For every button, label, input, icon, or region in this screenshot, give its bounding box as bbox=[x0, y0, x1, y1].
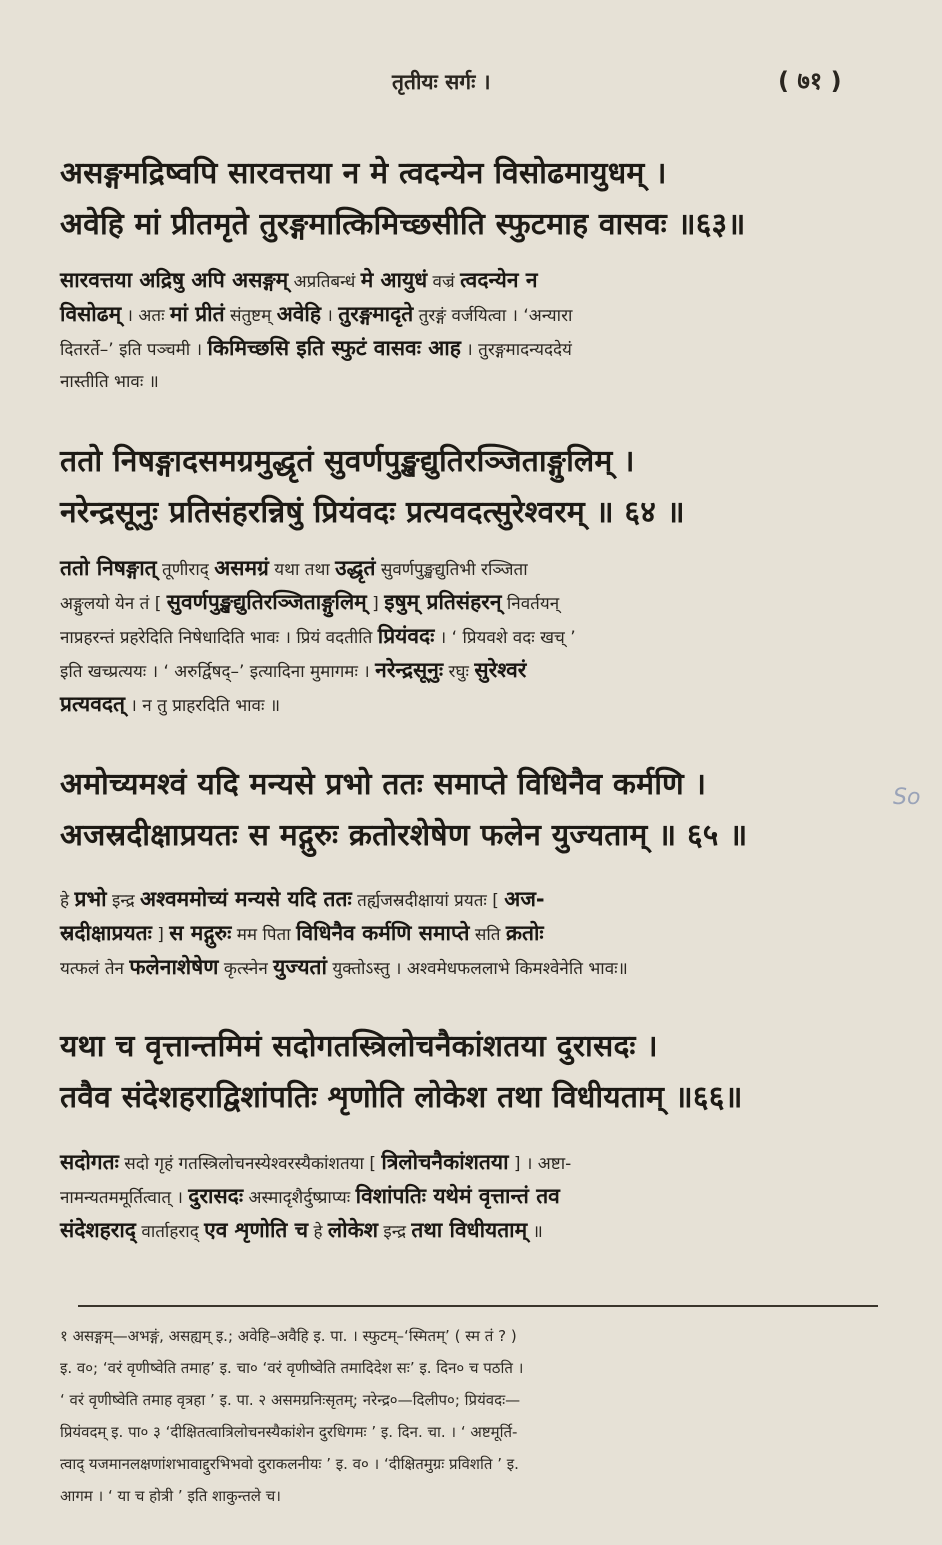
commentary-text: तूणीराद् bbox=[156, 560, 215, 580]
commentary-line bbox=[60, 917, 890, 951]
handwritten-margin-note: So bbox=[893, 785, 921, 810]
commentary-keyword: युज्यतां bbox=[273, 955, 327, 979]
footnote-line: प्रियंवदम् इ. पा० ३ ‘दीक्षितत्वात्रिलोचनस्यैकांशेन दुरधिगमः ’ इ. दिन. चा. । ‘ अष्टमूर्ति- bbox=[60, 1423, 518, 1441]
commentary-text: संतुष्टम् bbox=[224, 306, 277, 326]
commentary-text: नास्तीति भावः ॥ bbox=[60, 372, 159, 392]
commentary-keyword: मां प्रीतं bbox=[169, 302, 225, 326]
commentary-text: यत्फलं तेन bbox=[60, 959, 130, 979]
commentary-line bbox=[60, 1146, 890, 1180]
commentary-text: ] bbox=[151, 925, 170, 945]
footnotes bbox=[60, 1320, 890, 1512]
commentary-text: अङ्गुलयो येन तं [ bbox=[60, 594, 167, 614]
commentary-keyword: सारवत्तया अद्रिषु अपि असङ्गम् bbox=[60, 268, 289, 292]
commentary-keyword: लोकेश bbox=[327, 1218, 378, 1242]
verse-line: असङ्गमद्रिष्वपि सारवत्तया न मे त्वदन्येन विसोढमायुधम् । bbox=[60, 156, 667, 191]
verse-line: अवेहि मां प्रीतमृते तुरङ्गमात्किमिच्छसीति स्फुटमाह वासवः ॥६३॥ bbox=[60, 207, 746, 242]
verse-line: तवैव संदेशहराद्विशांपतिः शृणोति लोकेश तथा विधीयताम् ॥६६॥ bbox=[60, 1080, 743, 1115]
commentary-text: । bbox=[321, 306, 339, 326]
footnote-line: १ असङ्गम्—अभङ्गं, असह्यम् इ.; अवेहि–अवैहि इ. पा. । स्फुटम्–‘स्मितम्’ ( स्म तं ? ) bbox=[60, 1327, 517, 1345]
commentary-keyword: तथा विधीयताम् bbox=[411, 1218, 528, 1242]
commentary-line bbox=[60, 883, 890, 917]
commentary-text: ] bbox=[366, 594, 385, 614]
verse-65 bbox=[60, 759, 890, 861]
commentary-text: । तुरङ्गमादन्यददेयं bbox=[460, 340, 572, 360]
verse-64 bbox=[60, 436, 890, 538]
verse-line: ततो निषङ्गादसमग्रमुद्धृतं सुवर्णपुङ्खद्युतिरञ्जिताङ्गुलिम् । bbox=[60, 444, 635, 479]
commentary-text: हे bbox=[308, 1222, 328, 1242]
commentary-text: । अतः bbox=[121, 306, 170, 326]
commentary-text: निवर्तयन् bbox=[501, 594, 560, 614]
commentary-keyword: किमिच्छसि इति स्फुटं वासवः आह bbox=[207, 336, 461, 360]
commentary-line bbox=[60, 1214, 890, 1248]
commentary-63 bbox=[60, 264, 890, 398]
commentary-keyword: प्रभो bbox=[74, 887, 107, 911]
verse-line: नरेन्द्रसूनुः प्रतिसंहरन्निषुं प्रियंवदः प्रत्यवदत्सुरेश्वरम् ॥ ६४ ॥ bbox=[60, 495, 685, 530]
commentary-keyword: विधिनैव कर्मणि समाप्ते bbox=[296, 921, 470, 945]
commentary-line bbox=[60, 366, 890, 398]
commentary-keyword: संदेशहराद् bbox=[60, 1218, 136, 1242]
commentary-keyword: क्रतोः bbox=[505, 921, 544, 945]
verse-line: अजस्रदीक्षाप्रयतः स मद्गुरुः क्रतोरशेषेण फलेन युज्यताम् ॥ ६५ ॥ bbox=[60, 818, 748, 853]
commentary-keyword: इषुम् प्रतिसंहरन् bbox=[384, 590, 502, 614]
commentary-line bbox=[60, 654, 890, 688]
commentary-keyword: त्वदन्येन न bbox=[460, 268, 538, 292]
commentary-text: कृत्स्नेन bbox=[218, 959, 274, 979]
commentary-keyword: तुरङ्गमादृते bbox=[338, 302, 414, 326]
commentary-line bbox=[60, 951, 890, 985]
commentary-64 bbox=[60, 552, 890, 722]
commentary-text: नाप्रहरन्तं प्रहरेदिति निषेधादिति भावः । प्रियं वदतीति bbox=[60, 628, 378, 648]
commentary-text: इन्द्र bbox=[377, 1222, 412, 1242]
commentary-text: हे bbox=[60, 891, 75, 911]
commentary-text: इन्द्र bbox=[106, 891, 141, 911]
commentary-text: । न तु प्राहरदिति भावः ॥ bbox=[125, 696, 281, 716]
commentary-text: ॥ bbox=[527, 1222, 543, 1242]
commentary-text: । ‘ प्रियवशे वदः खच् ’ bbox=[434, 628, 576, 648]
commentary-text: तुरङ्गं वर्जयित्वा । ‘अन्यारा bbox=[413, 306, 573, 326]
commentary-text: युक्तोऽस्तु । अश्वमेधफललाभे किमश्वेनेति भावः॥ bbox=[326, 959, 628, 979]
page-number: ( ७१ ) bbox=[778, 67, 842, 95]
commentary-keyword: अश्वममोच्यं मन्यसे यदि ततः bbox=[140, 887, 352, 911]
commentary-keyword: दुरासदः bbox=[188, 1184, 244, 1208]
commentary-keyword: विसोढम् bbox=[60, 302, 122, 326]
commentary-text: वज्रं bbox=[427, 272, 461, 292]
running-header bbox=[0, 62, 942, 102]
commentary-keyword: सदोगतः bbox=[60, 1150, 119, 1174]
commentary-keyword: एव शृणोति च bbox=[204, 1218, 309, 1242]
verse-66 bbox=[60, 1021, 890, 1123]
commentary-keyword: मे आयुधं bbox=[360, 268, 428, 292]
commentary-text: ] । अष्टा- bbox=[508, 1154, 572, 1174]
commentary-keyword: सुवर्णपुङ्खद्युतिरञ्जिताङ्गुलिम् bbox=[166, 590, 367, 614]
commentary-keyword: ततो निषङ्गात् bbox=[60, 556, 157, 580]
commentary-66 bbox=[60, 1146, 890, 1248]
commentary-text: यथा तथा bbox=[268, 560, 336, 580]
commentary-text: रघुः bbox=[443, 662, 475, 682]
commentary-keyword: सुरेश्वरं bbox=[474, 658, 527, 682]
commentary-line bbox=[60, 688, 890, 722]
footnote-line: आगम । ‘ या च होत्री ’ इति शाकुन्तले च। bbox=[60, 1487, 281, 1505]
commentary-line bbox=[60, 332, 890, 366]
commentary-keyword: फलेनाशेषेण bbox=[129, 955, 219, 979]
commentary-text: अप्रतिबन्धं bbox=[288, 272, 361, 292]
commentary-keyword: असमग्रं bbox=[214, 556, 269, 580]
footnote-line: ‘ वरं वृणीष्वेति तमाह वृत्रहा ’ इ. पा. २ असमग्रनिःसृतम्; नरेन्द्र०—दिलीप०; प्रियंवदः— bbox=[60, 1391, 521, 1409]
commentary-keyword: अज- bbox=[504, 887, 545, 911]
commentary-keyword: अवेहि bbox=[276, 302, 321, 326]
commentary-line bbox=[60, 620, 890, 654]
commentary-65 bbox=[60, 883, 890, 985]
footnote-divider bbox=[78, 1305, 878, 1307]
commentary-line bbox=[60, 586, 890, 620]
commentary-text: अस्मादृशैर्दुष्प्राप्यः bbox=[243, 1188, 356, 1208]
commentary-text: मम पिता bbox=[231, 925, 297, 945]
verse-line: अमोच्यमश्वं यदि मन्यसे प्रभो ततः समाप्ते विधिनैव कर्मणि । bbox=[60, 767, 707, 802]
commentary-text: सुवर्णपुङ्खद्युतिभी रञ्जिता bbox=[375, 560, 528, 580]
verse-line: यथा च वृत्तान्तमिमं सदोगतस्त्रिलोचनैकांशतया दुरासदः । bbox=[60, 1029, 658, 1064]
commentary-text: नामन्यतममूर्तित्वात् । bbox=[60, 1188, 189, 1208]
commentary-text: सदो गृहं गतस्त्रिलोचनस्येश्वरस्यैकांशतया [ bbox=[118, 1154, 382, 1174]
commentary-text: तर्ह्यजस्रदीक्षायां प्रयतः [ bbox=[351, 891, 505, 911]
commentary-keyword: स्रदीक्षाप्रयतः bbox=[60, 921, 152, 945]
commentary-keyword: प्रत्यवदत् bbox=[60, 692, 126, 716]
footnote-line: इ. व०; ‘वरं वृणीष्वेति तमाह’ इ. चा० ‘वरं वृणीष्वेति तमादिदेश सः’ इ. दिन० च पठति । bbox=[60, 1359, 524, 1377]
commentary-line bbox=[60, 264, 890, 298]
footnote-line: त्वाद् यजमानलक्षणांशभावाद्दुरभिभवो दुराकलनीयः ’ इ. व० । ‘दीक्षितमुग्रः प्रविशति ’ इ. bbox=[60, 1455, 519, 1473]
commentary-text: दितरर्ते–’ इति पञ्चमी । bbox=[60, 340, 208, 360]
chapter-title: तृतीयः सर्गः । bbox=[392, 70, 491, 94]
commentary-line bbox=[60, 552, 890, 586]
commentary-keyword: उद्धृतं bbox=[335, 556, 376, 580]
commentary-text: सति bbox=[469, 925, 506, 945]
commentary-keyword: नरेन्द्रसूनुः bbox=[375, 658, 444, 682]
commentary-text: इति खच्प्रत्ययः । ‘ अरुर्द्विषद्–’ इत्यादिना मुमागमः । bbox=[60, 662, 376, 682]
commentary-line bbox=[60, 1180, 890, 1214]
commentary-keyword: स मद्गुरुः bbox=[169, 921, 232, 945]
verse-63 bbox=[60, 148, 890, 250]
commentary-keyword: प्रियंवदः bbox=[377, 624, 435, 648]
commentary-line bbox=[60, 298, 890, 332]
commentary-text: वार्ताहराद् bbox=[135, 1222, 205, 1242]
commentary-keyword: विशांपतिः यथेमं वृत्तान्तं तव bbox=[355, 1184, 560, 1208]
commentary-keyword: त्रिलोचनैकांशतया bbox=[381, 1150, 509, 1174]
